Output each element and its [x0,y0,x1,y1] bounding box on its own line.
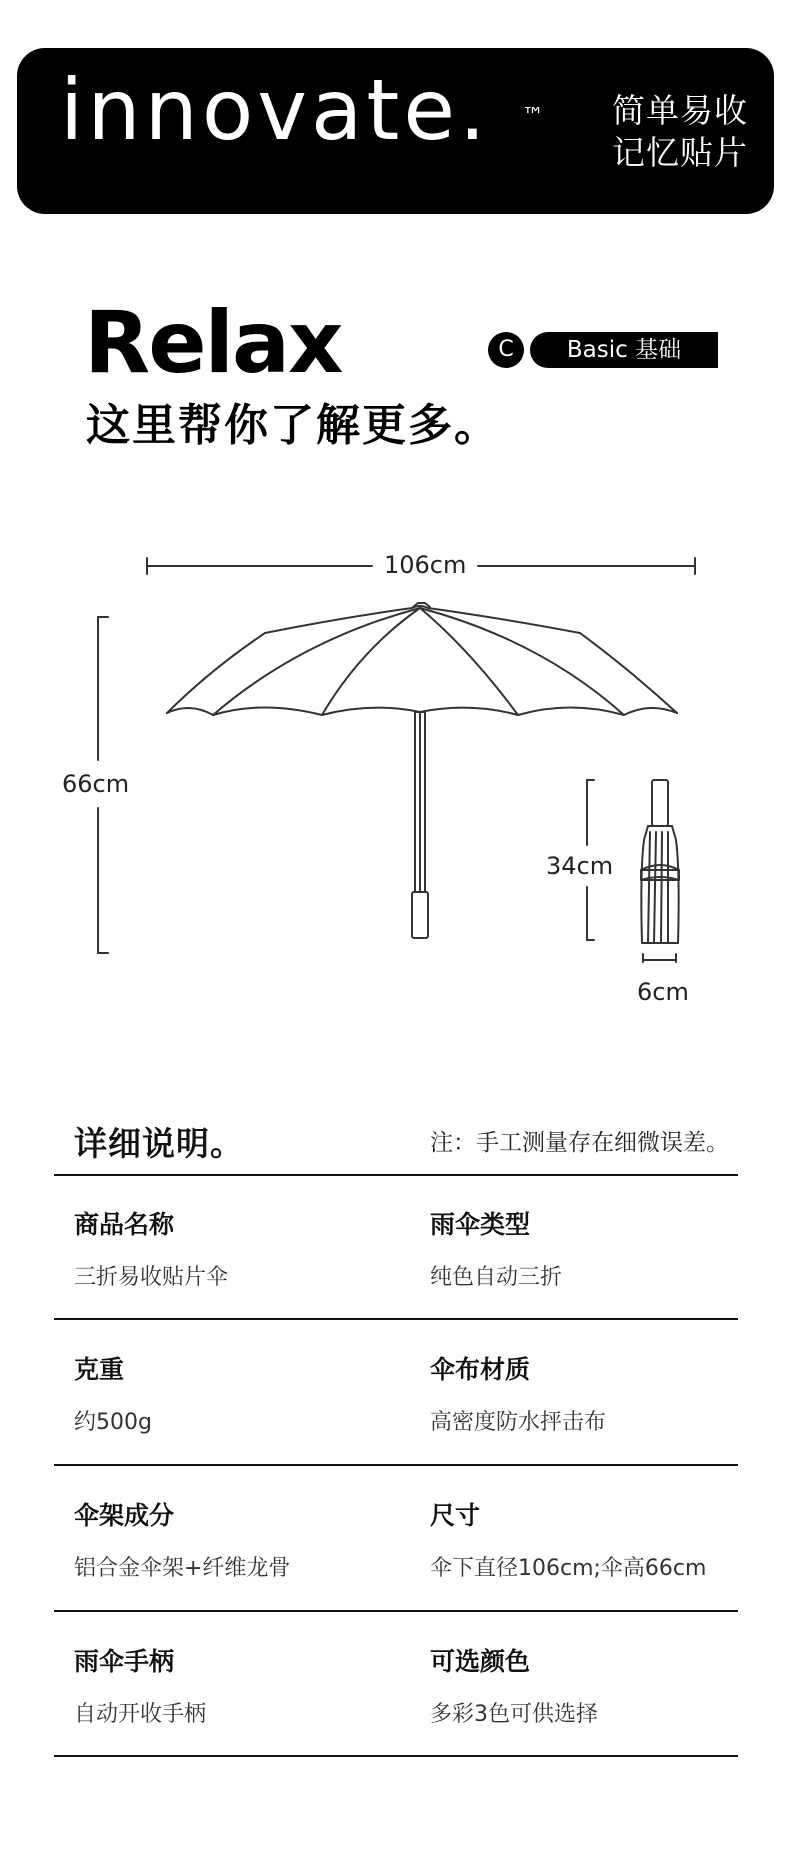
spec-value: 纯色自动三折 [430,1265,563,1290]
spec-value: 约500g [74,1410,152,1435]
brand-logo: innovate. [60,61,490,159]
spec-label: 伞布材质 [430,1355,531,1384]
spec-value: 高密度防水抨击布 [430,1410,607,1435]
divider [54,1464,738,1466]
folded-umbrella-icon [641,780,679,943]
folded-width-dimension-line [643,954,676,962]
series-badge-circle: C [488,332,524,368]
divider [54,1174,738,1176]
divider [54,1755,738,1757]
folded-width-label: 6cm [637,978,689,1006]
spec-label: 雨伞手柄 [74,1647,175,1676]
tagline-line-2: 记忆贴片 [612,133,748,172]
spec-label: 雨伞类型 [430,1210,531,1239]
open-umbrella-icon [167,603,677,938]
hero-subtitle: 这里帮你了解更多。 [86,400,500,451]
measurement-note: 注：手工测量存在细微误差。 [430,1130,729,1156]
spec-value: 多彩3色可供选择 [430,1702,598,1727]
spec-label: 伞架成分 [74,1501,175,1530]
trademark-symbol: ™ [522,104,544,129]
spec-value: 铝合金伞架+纤维龙骨 [74,1556,291,1581]
spec-value: 伞下直径106cm;伞高66cm [430,1556,707,1581]
spec-label: 商品名称 [74,1210,175,1239]
product-title: Relax [84,293,342,393]
divider [54,1610,738,1612]
open-width-label: 106cm [384,551,467,579]
open-height-label: 66cm [62,770,130,798]
spec-label: 克重 [74,1355,125,1384]
spec-value: 自动开收手柄 [74,1702,207,1727]
spec-label: 可选颜色 [430,1647,531,1676]
header-tagline [612,90,752,174]
tagline-line-1: 简单易收 [612,91,748,130]
folded-length-label: 34cm [546,852,614,880]
details-title: 详细说明。 [74,1124,244,1163]
spec-value: 三折易收贴片伞 [74,1265,229,1290]
series-badge-pill: Basic 基础 [530,332,718,368]
divider [54,1318,738,1320]
spec-label: 尺寸 [430,1501,481,1530]
